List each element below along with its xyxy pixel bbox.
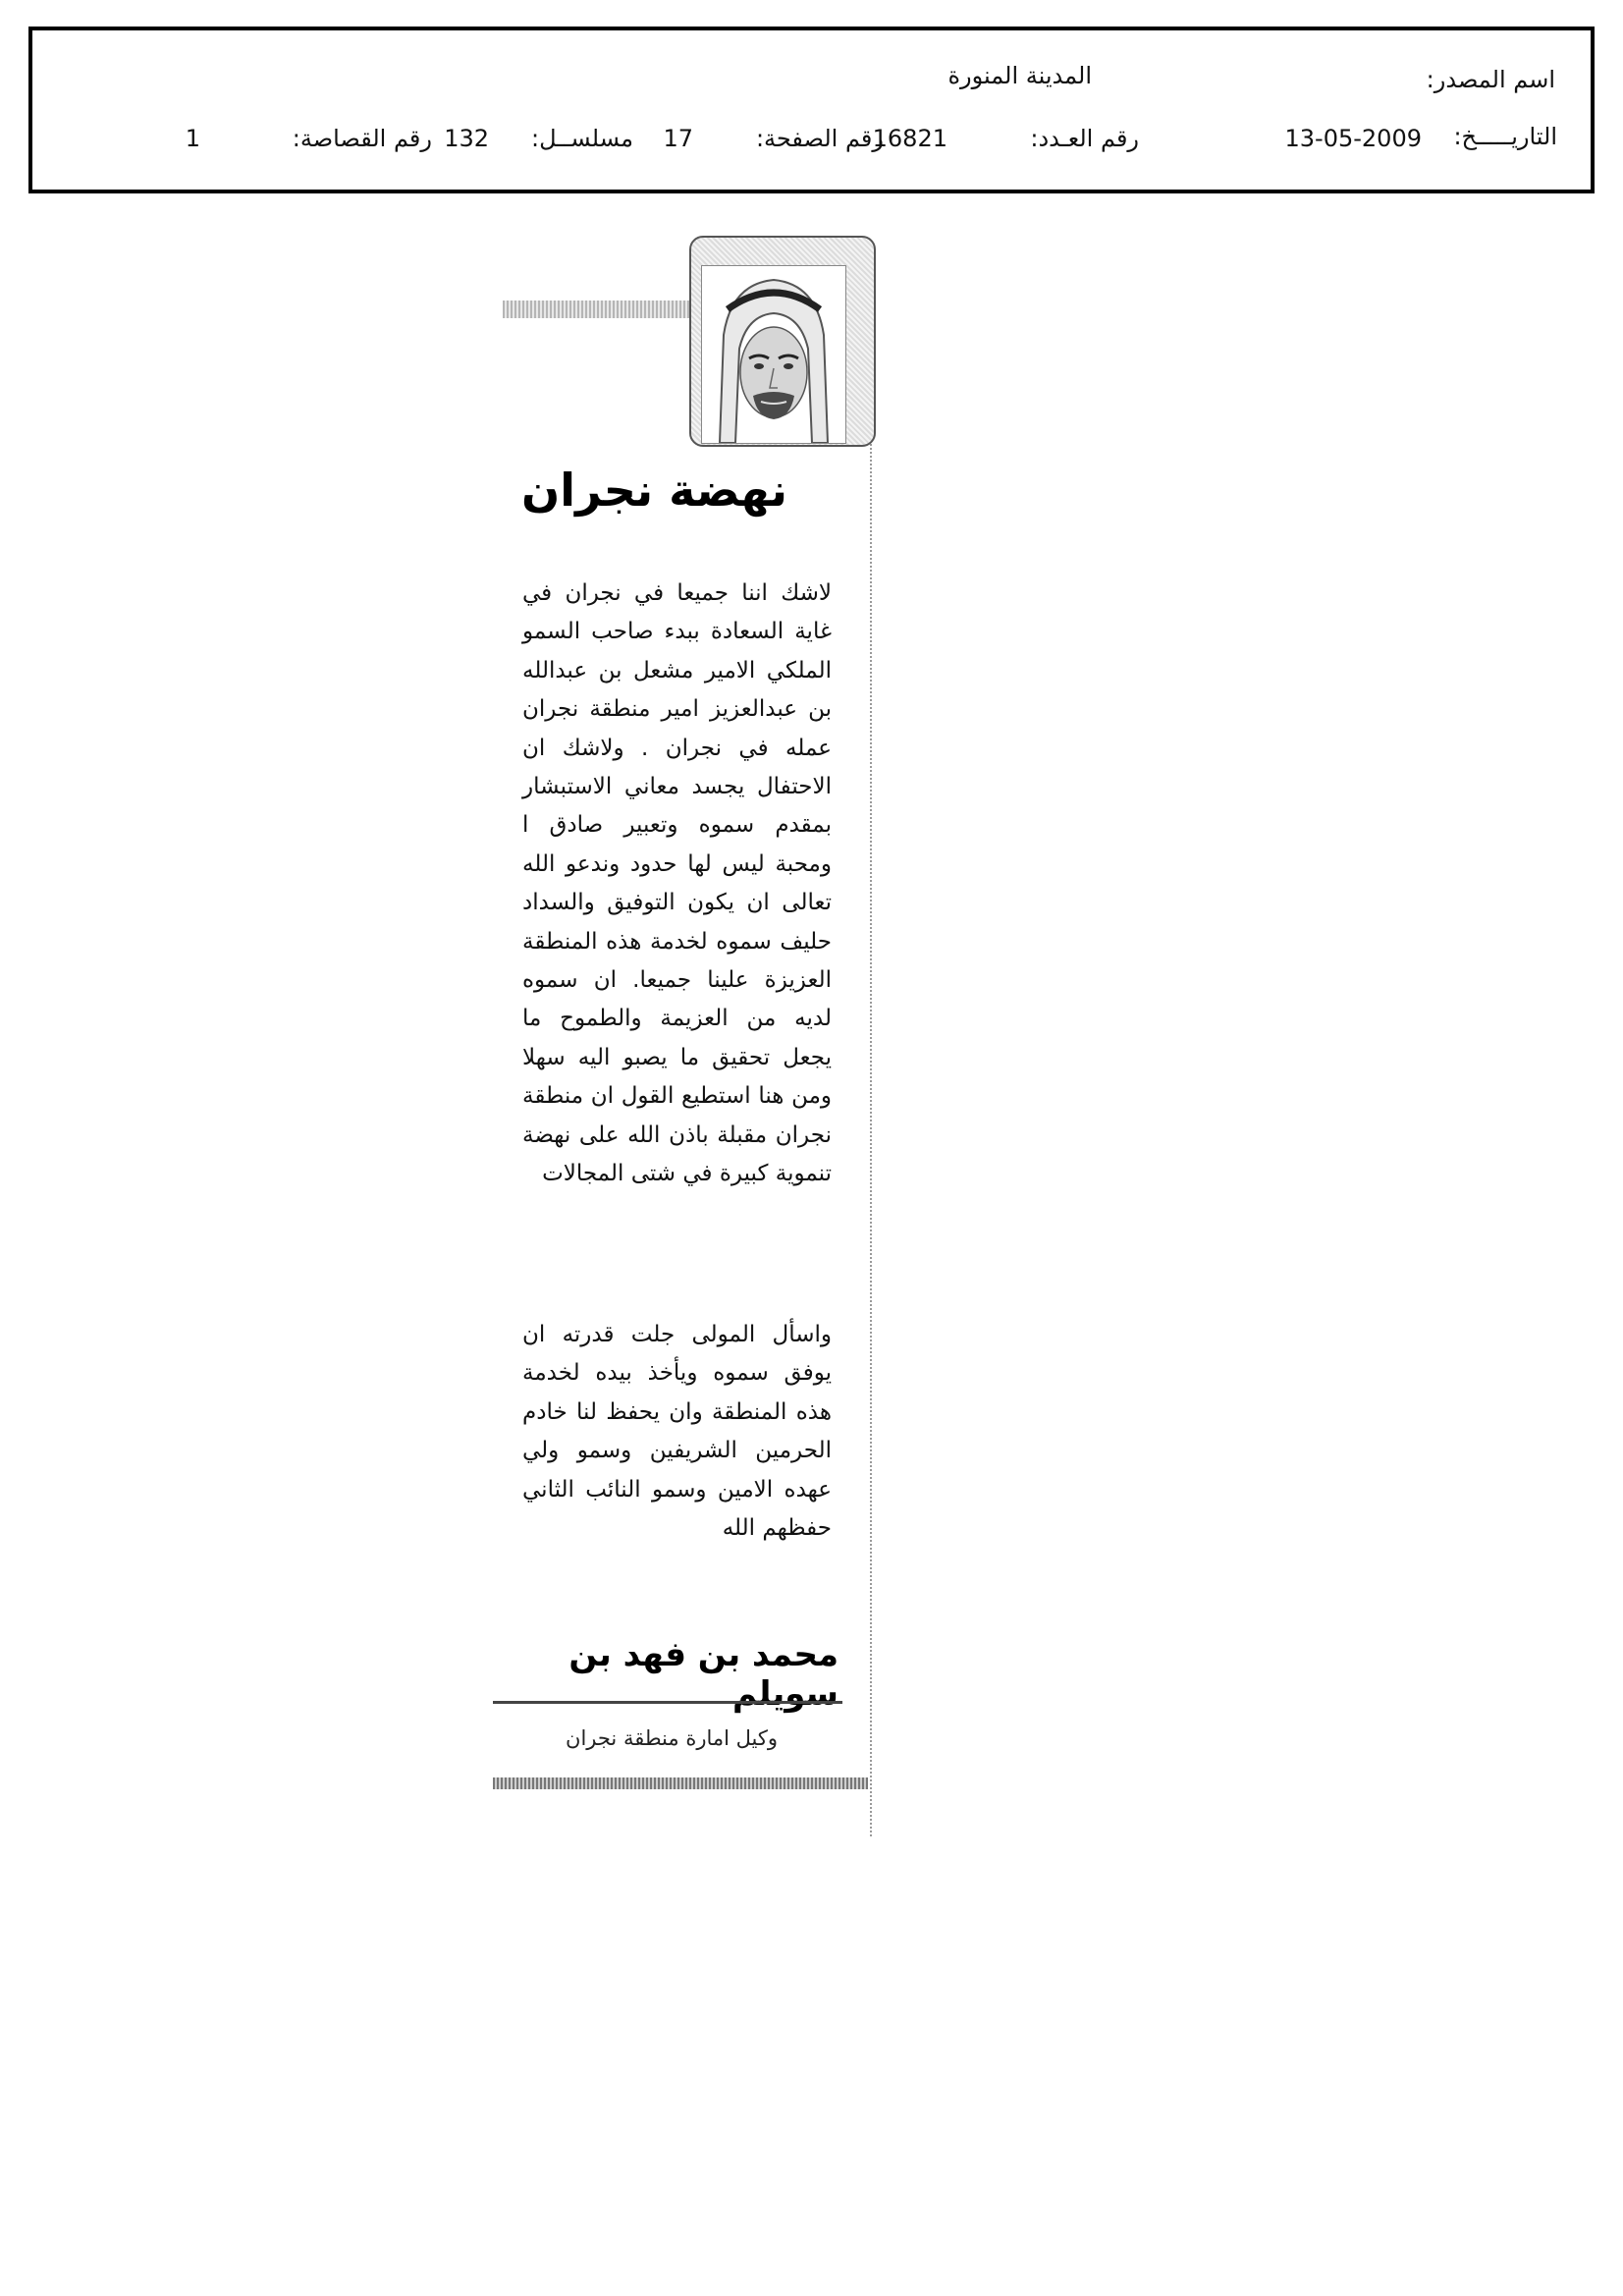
author-photo <box>701 265 846 444</box>
page-value: 17 <box>663 125 693 152</box>
serial-label: مسلســل: <box>531 125 633 152</box>
date-label: التاريـــــخ: <box>1453 123 1557 150</box>
clip-label: رقم القصاصة: <box>292 125 432 152</box>
photo-band <box>503 301 694 318</box>
source-value: المدينة المنورة <box>947 62 1092 89</box>
issue-value: 16821 <box>872 125 947 152</box>
clipping-metadata-box <box>28 27 1595 193</box>
bottom-band <box>493 1777 868 1789</box>
clip-value: 1 <box>185 125 200 152</box>
author-name: محمد بن فهد بن سويلم <box>568 1635 839 1714</box>
serial-value: 132 <box>444 125 489 152</box>
date-value: 13-05-2009 <box>1284 125 1422 152</box>
article-paragraph-1: لاشك اننا جميعا في نجران في غاية السعادة ببدء صاحب السمو الملكي الامير مشعل بن عبدالله بن عبدالعزيز امير منطقة نجران عمله في نجران . ولاشك ان الاحتفال يجسد معاني الاستبشار بمقدم سموه وتعبير صادق ا ومحبة ليس لها حدود وندعو الله تعالى ان يكون التوفيق والسداد حليف سموه لخدمة هذه المنطقة العزيزة علينا جميعا. ان سموه لديه من العزيمة والطموح ما يجعل تحقيق ما يصبو اليه سهلا ومن هنا استطيع القول ان منطقة نجران مقبلة باذن الله على نهضة تنموية كبيرة في شتى المجالات <box>522 580 832 1187</box>
byline-divider <box>493 1701 842 1704</box>
column-divider <box>870 432 872 1836</box>
newspaper-clipping <box>493 236 878 1807</box>
page-label: رقم الصفحة: <box>755 125 884 152</box>
article-headline: نهضة نجران <box>521 464 787 517</box>
author-portrait-icon <box>702 266 845 443</box>
article-paragraph-2: واسأل المولى جلت قدرته ان يوفق سموه ويأخذ بيده لخدمة هذه المنطقة وان يحفظ لنا خادم الحرمين الشريفين وسمو ولي عهده الامين وسمو النائب الثاني حفظهم الله <box>522 1322 832 1542</box>
source-label: اسم المصدر: <box>1426 66 1555 93</box>
author-title: وكيل امارة منطقة نجران <box>566 1726 778 1750</box>
issue-label: رقم العـدد: <box>1030 125 1139 152</box>
